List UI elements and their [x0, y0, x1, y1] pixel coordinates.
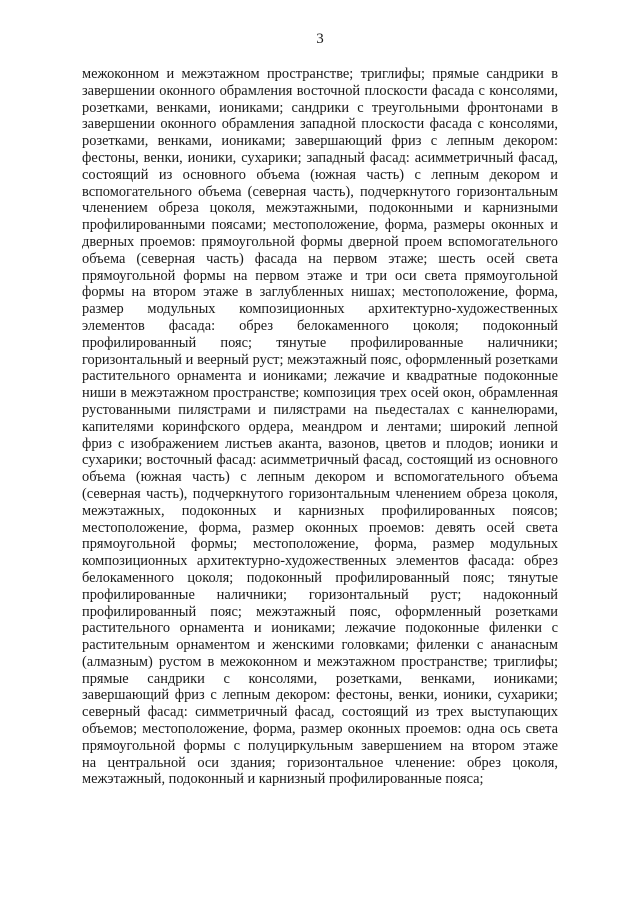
text-line: композиционных архитектурно-художественных элементов фасада: обрез: [82, 553, 558, 570]
text-line: членением обреза цоколя, межэтажными, подоконными и карнизными: [82, 200, 558, 217]
text-line: профилированный пояс; межэтажный пояс, оформленный розетками: [82, 603, 558, 620]
text-line: фриз с изображением листьев аканта, вазонов, цветов и плодов; ионики и: [82, 435, 558, 452]
text-line: растительного орнамента и иониками; лежачие и квадратные подоконные: [82, 368, 558, 385]
text-line: северный фасад: симметричный фасад, состоящий из трех выступающих: [82, 704, 558, 721]
text-line: ниши в межэтажном пространстве; композиция трех осей окон, обрамленная: [82, 385, 558, 402]
text-line: объемов; местоположение, форма, размер оконных проемов: одна ось света: [82, 721, 558, 738]
text-line: состоящий из основного объема (южная часть) с лепным декором и: [82, 166, 558, 183]
text-line: розетками, венками, иониками; сандрики с треугольными фронтонами в: [82, 99, 558, 116]
text-line: размер модульных композиционных архитектурно-художественных: [82, 301, 558, 318]
text-line: объема (северная часть) фасада на первом этаже; шесть осей света: [82, 250, 558, 267]
text-line: профилированные наличники; горизонтальный руст; надоконный: [82, 586, 558, 603]
text-line: профилированными поясами; местоположение, форма, размеры оконных и: [82, 217, 558, 234]
text-line: белокаменного цоколя; подоконный профилированный пояс; тянутые: [82, 569, 558, 586]
body-text: [82, 66, 558, 788]
text-line: прямые сандрики с консолями, розетками, венками, иониками;: [82, 670, 558, 687]
text-line: (алмазным) рустом в межоконном и межэтажном пространстве; триглифы;: [82, 653, 558, 670]
text-line: прямоугольной формы на первом этаже и три оси света прямоугольной: [82, 267, 558, 284]
text-line: (северная часть), подчеркнутого горизонтальным членением обреза цоколя,: [82, 485, 558, 502]
text-line: завершающий фриз с лепным декором: фестоны, венки, ионики, сухарики;: [82, 687, 558, 704]
text-line: дверных проемов: прямоугольной формы дверной проем вспомогательного: [82, 233, 558, 250]
text-line: фестоны, венки, ионики, сухарики; западный фасад: асимметричный фасад,: [82, 149, 558, 166]
text-line: вспомогательного объема (северная часть), подчеркнутого горизонтальным: [82, 183, 558, 200]
text-line: рустованными пилястрами и пилястрами на пьедесталах с каннелюрами,: [82, 401, 558, 418]
text-line: межоконном и межэтажном пространстве; триглифы; прямые сандрики в: [82, 66, 558, 82]
text-line: сухарики; восточный фасад: асимметричный фасад, состоящий из основного: [82, 452, 558, 469]
text-line: межэтажных, подоконных и карнизных профилированных поясов;: [82, 502, 558, 519]
text-line: горизонтальный и веерный руст; межэтажный пояс, оформленный розетками: [82, 351, 558, 368]
text-line: капителями коринфского ордера, меандром и лентами; широкий лепной: [82, 418, 558, 435]
text-line: прямоугольной формы; местоположение, форма, размер модульных: [82, 536, 558, 553]
text-line: местоположение, форма, размер оконных проемов: девять осей света: [82, 519, 558, 536]
text-line: на центральной оси здания; горизонтальное членение: обрез цоколя,: [82, 754, 558, 771]
text-line: формы на втором этаже в заглубленных нишах; местоположение, форма,: [82, 284, 558, 301]
text-line: завершении оконного обрамления восточной плоскости фасада с консолями,: [82, 82, 558, 99]
text-line: завершении оконного обрамления западной плоскости фасада с консолями,: [82, 116, 558, 133]
text-line: розетками, венками, иониками; завершающий фриз с лепным декором:: [82, 133, 558, 150]
text-line: профилированный пояс; тянутые профилированные наличники;: [82, 334, 558, 351]
text-line: межэтажный, подоконный и карнизный профилированные пояса;: [82, 771, 484, 788]
text-line: элементов фасада: обрез белокаменного цоколя; подоконный: [82, 317, 558, 334]
text-line: растительного орнамента и иониками; лежачие подоконные филенки с: [82, 620, 558, 637]
page-number: 3: [316, 31, 324, 47]
text-line: растительным орнаментом и женскими головками; филенки с ананасным: [82, 637, 558, 654]
text-line: прямоугольной формы с полуциркульным завершением на втором этаже: [82, 737, 558, 754]
text-line: объема (южная часть) с лепным декором и вспомогательного объема: [82, 469, 558, 486]
